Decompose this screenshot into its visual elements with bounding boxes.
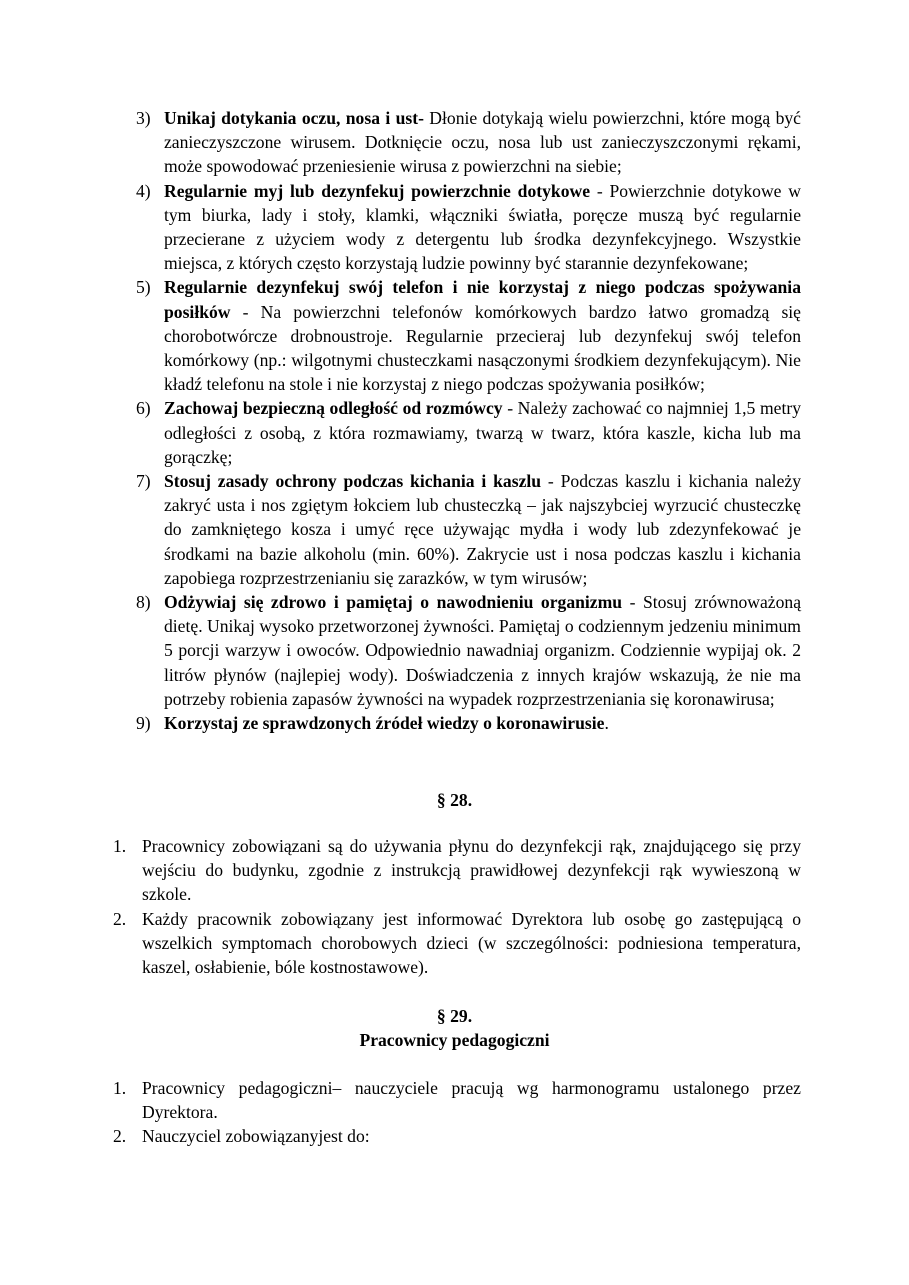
item-number: 6): [136, 398, 151, 419]
item-number: 2.: [113, 908, 127, 929]
item-bold-title: Korzystaj ze sprawdzonych źródeł wiedzy o koronawirusie: [164, 713, 605, 734]
item-body: - Powierzchnie dotykowe w tym biurka, lady i stoły, klamki, włączniki światła, poręcze muszą być regularnie przecierane z użyciem wody z detergentu lub środka dezynfekcyjnego. Wszystkie miejsca, z których często korzystają ludzie powinny być starannie dezynfekowane;: [164, 180, 801, 274]
item-number: 5): [136, 277, 151, 298]
item-text: Nauczyciel zobowiązanyjest do:: [142, 1126, 370, 1147]
item-body: - Podczas kaszlu i kichania należy zakryć usta i nos zgiętym łokciem lub chusteczką – jak najszybciej wyrzucić chusteczkę do zamkniętego kosza i umyć ręce używając mydła i wody lub zdezynfekować je środkami na bazie alkoholu (min. 60%). Zakrycie ust i nosa podczas kaszlu i kichania zapobiega rozprzestrzenianiu się zarazków, w tym wirusów;: [164, 471, 801, 588]
section-29-heading: § 29.: [436, 1006, 473, 1026]
hygiene-rules-list: [136, 106, 801, 735]
section-28-list: [113, 834, 801, 979]
item-bold-title: Unikaj dotykania oczu, nosa i ust-: [164, 108, 424, 128]
item-body: .: [604, 713, 609, 734]
item-number: 8): [136, 592, 151, 613]
item-text: [164, 277, 801, 394]
list-item: [136, 106, 801, 179]
item-text: [164, 181, 801, 274]
list-item: [113, 1076, 801, 1124]
item-number: 7): [136, 471, 151, 492]
item-text: Pracownicy pedagogiczni– nauczyciele pracują wg harmonogramu ustalonego przez Dyrektora.: [142, 1078, 801, 1123]
item-number: 3): [136, 108, 151, 128]
list-item: [136, 469, 801, 590]
item-bold-title: Regularnie dezynfekuj swój telefon i nie korzystaj z niego podczas spożywania posiłków: [164, 277, 801, 322]
section-28-heading: § 28.: [436, 790, 473, 810]
list-item: [113, 907, 801, 980]
item-text: [164, 592, 801, 709]
list-item: [113, 1124, 801, 1148]
list-item: [136, 590, 801, 711]
item-number: 4): [136, 180, 151, 201]
item-body: Dłonie dotykają wielu powierzchni, które mogą być zanieczyszczone wirusem. Dotknięcie oczu, nosa lub ust zanieczyszczonymi rękami, może spowodować przeniesienie wirusa z powierzchni na siebie;: [164, 108, 801, 177]
item-body: - Na powierzchni telefonów komórkowych bardzo łatwo gromadzą się chorobotwórcze drobnoustroje. Regularnie przecieraj lub dezynfekuj swój telefon komórkowy (np.: wilgotnymi chusteczkami nasączonymi środkiem dezynfekującym). Nie kładź telefonu na stole i nie korzystaj z niego podczas spożywania posiłków;: [164, 301, 801, 395]
item-bold-title: Zachowaj bezpieczną odległość od rozmówcy: [164, 398, 503, 419]
item-number: 2.: [113, 1126, 127, 1147]
list-item: [136, 179, 801, 276]
item-bold-title: Stosuj zasady ochrony podczas kichania i kaszlu: [164, 471, 542, 492]
section-29-subheading: Pracownicy pedagogiczni: [359, 1030, 550, 1050]
item-text: Każdy pracownik zobowiązany jest informować Dyrektora lub osobę go zastępującą o wszelkich symptomach chorobowych dzieci (w szczególności: podniesiona temperatura, kaszel, osłabienie, bóle kostnostawowe).: [142, 908, 801, 978]
item-number: 1.: [113, 836, 127, 856]
list-item: [136, 711, 801, 735]
item-text: [164, 398, 801, 466]
item-number: 9): [136, 713, 151, 734]
item-text: [164, 108, 801, 176]
item-text: [164, 471, 801, 588]
list-item: [113, 834, 801, 907]
section-29-list: [113, 1076, 801, 1149]
item-bold-title: Odżywiaj się zdrowo i pamiętaj o nawodnieniu organizmu: [164, 592, 623, 613]
item-number: 1.: [113, 1078, 127, 1098]
list-item: [136, 396, 801, 469]
item-text: [164, 713, 609, 733]
item-body: - Stosuj zrównoważoną dietę. Unikaj wysoko przetworzonej żywności. Pamiętaj o codziennym jedzeniu minimum 5 porcji warzyw i owoców. Odpowiednio nawadniaj organizm. Codziennie wypijaj ok. 2 litrów płynów (najlepiej wody). Doświadczenia z innych krajów wskazują, że nie ma potrzeby robienia zapasów żywności na wypadek rozprzestrzeniania się koronawirusa;: [164, 592, 802, 709]
item-body: - Należy zachować co najmniej 1,5 metry odległości z osobą, z która rozmawiamy, twarzą w twarz, która kaszle, kicha lub ma gorączkę;: [164, 398, 801, 467]
item-bold-title: Regularnie myj lub dezynfekuj powierzchnie dotykowe: [164, 180, 591, 201]
list-item: [136, 275, 801, 396]
item-text: Pracownicy zobowiązani są do używania płynu do dezynfekcji rąk, znajdującego się przy wejściu do budynku, zgodnie z instrukcją prawidłowej dezynfekcji rąk wywieszoną w szkole.: [142, 836, 801, 905]
